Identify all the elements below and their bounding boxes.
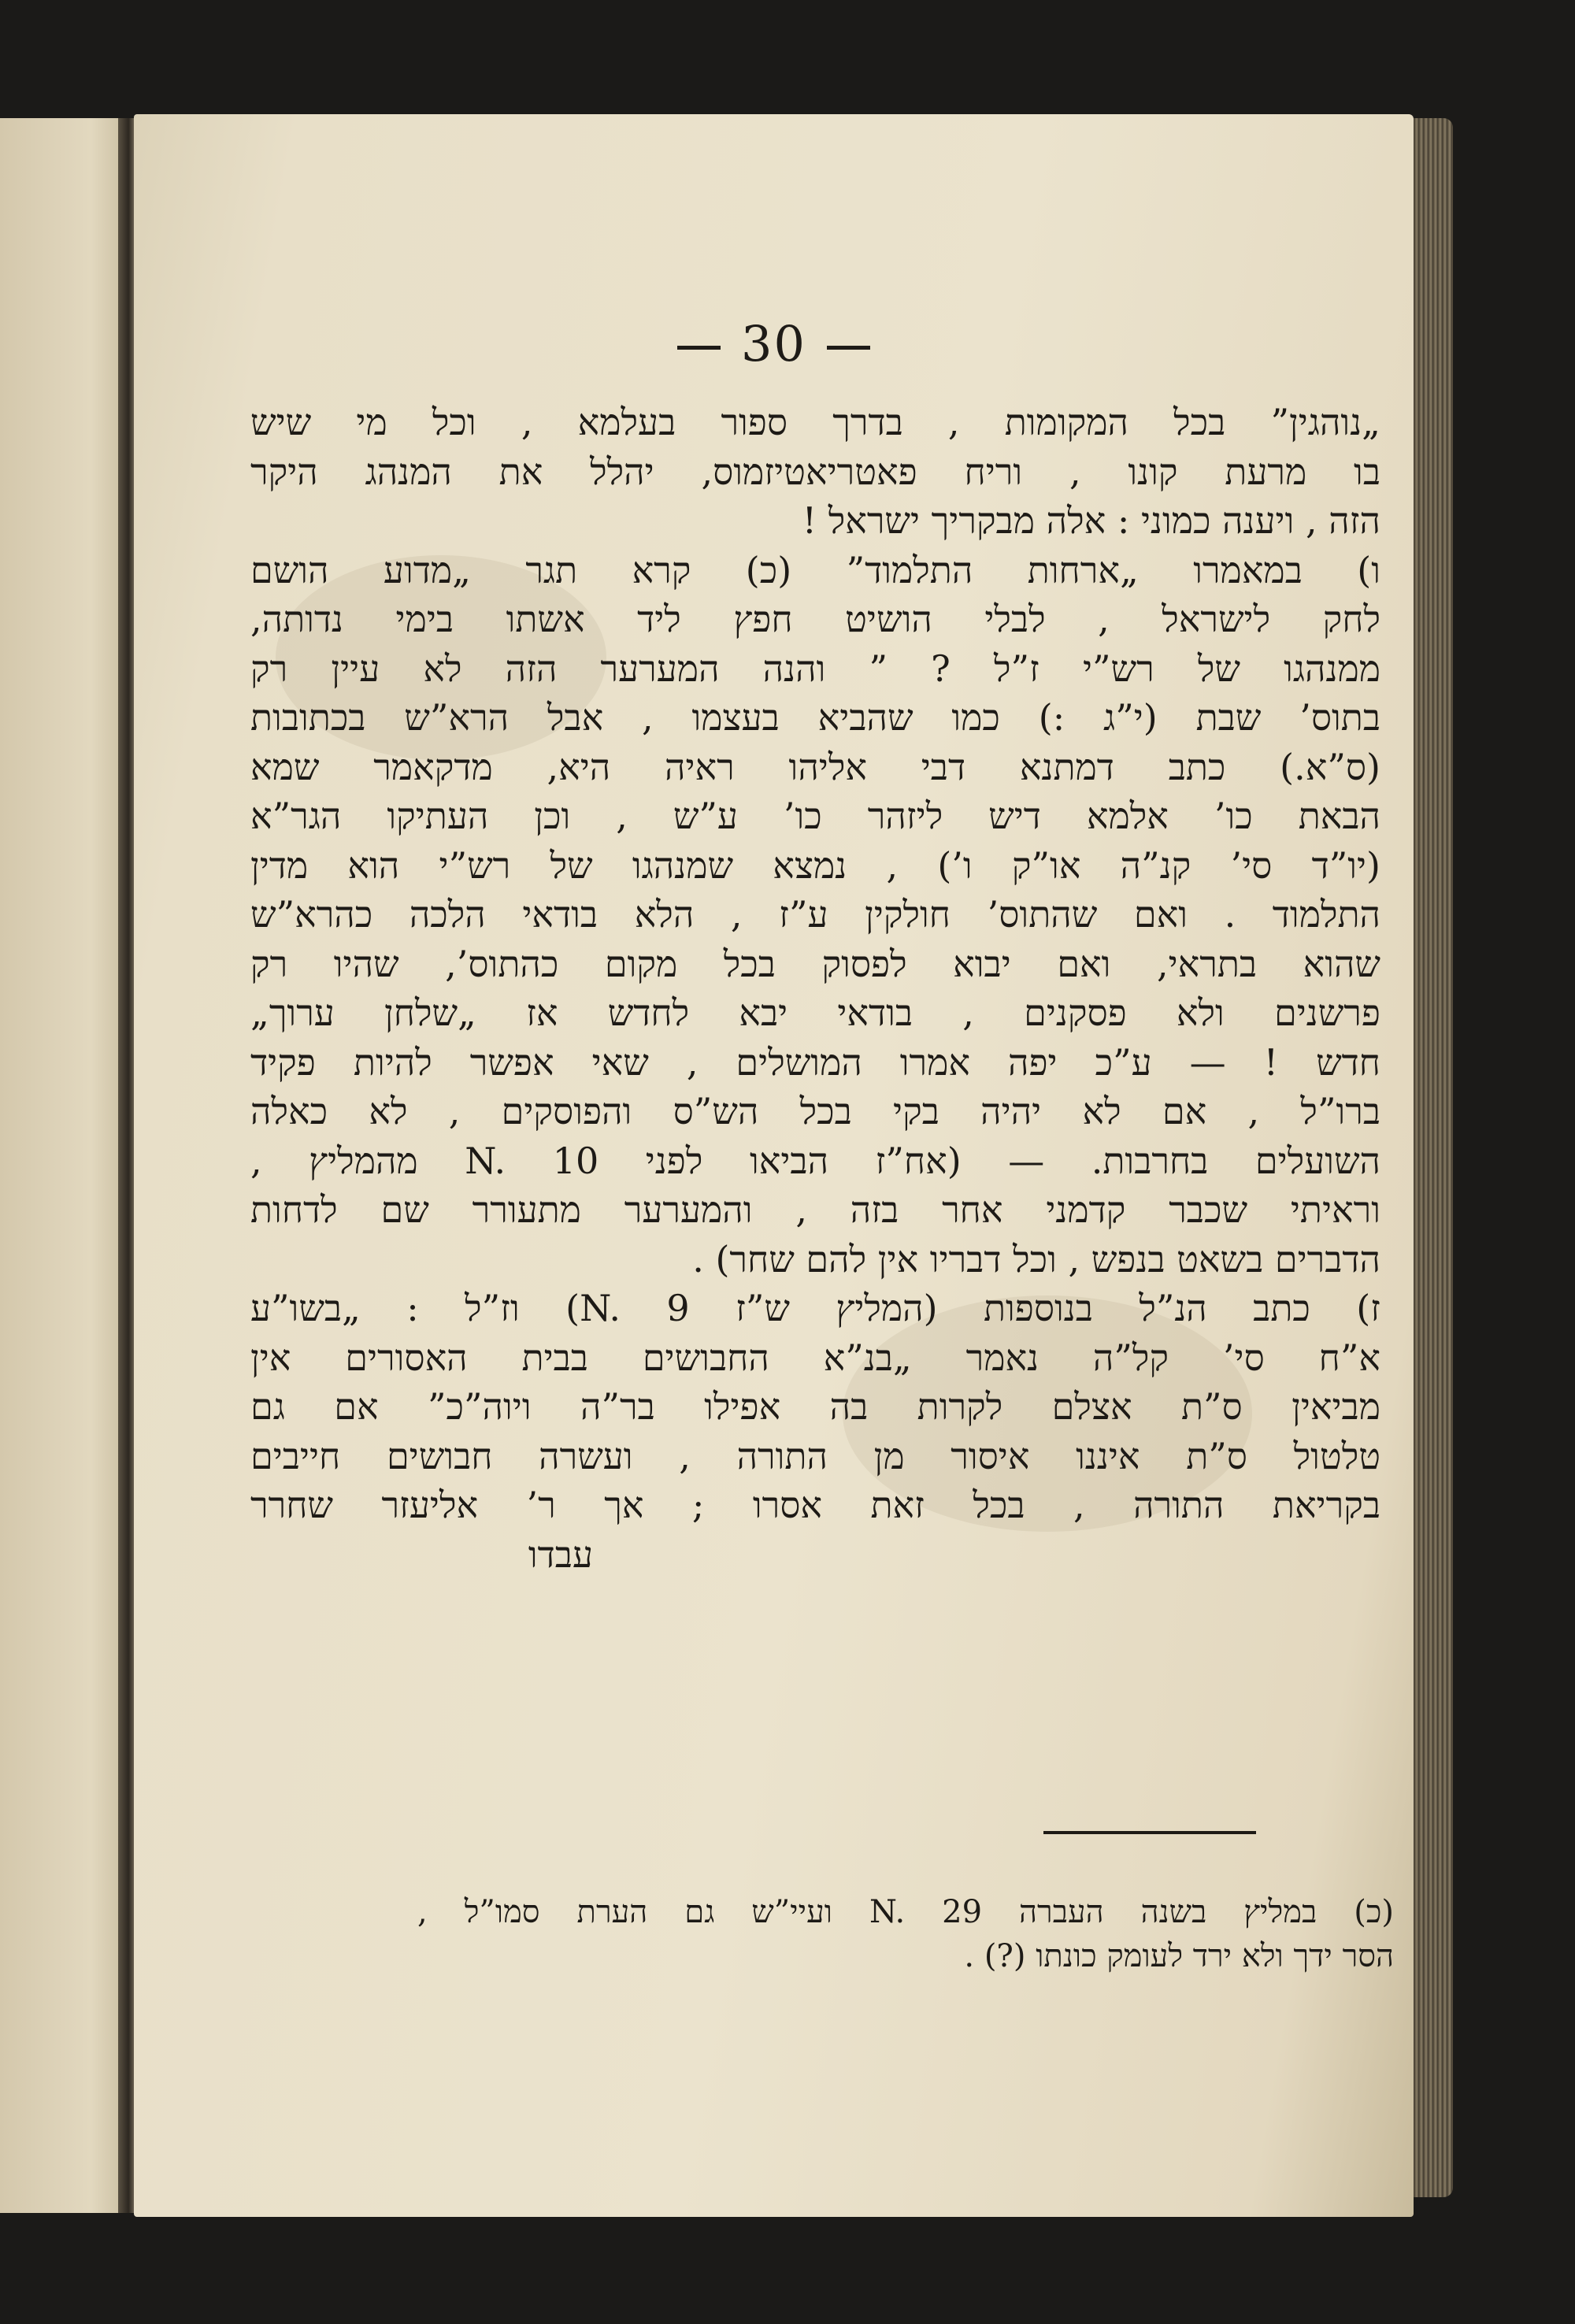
book-page [134, 114, 1414, 2217]
text-line: התלמוד . ואם שהתוס’ חולקין ע”ז , הלא בודאי הלכה כהרא”ש [250, 893, 1380, 936]
footnote-line: (כ) במליץ בשנה העברה N. 29 ועיי”ש גם הערת סמו”ל , [417, 1894, 1394, 1930]
text-line: וראיתי שכבר קדמני אחר בזה , והמערער מתעורר שם לדחות [250, 1188, 1380, 1231]
text-line: הדברים בשאט בנפש , וכל דבריו אין להם שחר) . [692, 1237, 1380, 1281]
text-line: (ס”א.) כתב דמתנא דבי אליהו ראיה היא, מדקאמר שמא [250, 745, 1380, 788]
page-number [134, 315, 1414, 373]
main-text [250, 398, 1380, 1579]
text-line: חדש ! — ע”כ יפה אמרו המושלים , שאי אפשר להיות פקיד [250, 1040, 1380, 1084]
page-stack-edge [1410, 118, 1453, 2197]
page-number-text: 30 [741, 315, 806, 373]
previous-page-edge [0, 118, 132, 2213]
text-line: מביאין ס”ת אצלם לקרות בה אפילו בר”ה ויוה”כ” אם גם [250, 1385, 1380, 1428]
text-line: שהוא בתראי, ואם יבוא לפסוק בכל מקום כהתוס’, שהיו רק [250, 942, 1380, 985]
text-line: (יו”ד סי’ קנ”ה או”ק ו’) , נמצא שמנהגו של רש”י הוא מדין [250, 843, 1380, 887]
text-line: ו) במאמרו „ארחות התלמוד” (כ) קרא תגר „מדוע הושם [250, 548, 1380, 591]
footnote-line: הסר ידך ולא ירד לעומק כונתו (?) . [964, 1938, 1394, 1974]
text-line: לחק לישראל , לבלי הושיט חפץ ליד אשתו בימי נדותה, [250, 598, 1380, 640]
text-line: הבאת כו’ אלמא דיש ליזהר כו’ ע”ש , וכן העתיקו הגר”א [250, 795, 1380, 837]
text-line: ממנהגו של רש”י ז”ל ? ” והנה המערער הזה לא עיין רק [250, 647, 1380, 690]
text-line: בתוס’ שבת (י”ג :) כמו שהביא בעצמו , אבל הרא”ש בכתובות [250, 696, 1380, 739]
text-line: ז) כתב הנ”ל בנוספות (המליץ ש”ז N. 9) וז”ל : „בשו”ע [250, 1287, 1380, 1329]
text-line: הזה , ויענה כמוני : אלה מבקריך ישראל ! [802, 499, 1380, 542]
text-line: השועלים בחרבות. — (אח”ז הביאו לפני N. 10 מהמליץ , [250, 1139, 1380, 1182]
text-line: בו מרעת קונו , וריח פאטריאטיזמוס, יהלל את המנהג היקר [250, 450, 1380, 493]
footnote [417, 1890, 1394, 1978]
text-line: „נוהגין” בכל המקומות , בדרך ספור בעלמא , וכל מי שיש [250, 401, 1380, 443]
text-line: בקריאת התורה , בכל זאת אסרו ; אך ר’ אליעזר שחרר [250, 1484, 1380, 1526]
book-gutter [118, 118, 135, 2213]
catchword: עבדו [528, 1533, 593, 1576]
text-line: ברו”ל , אם לא יהיה בקי בכל הש”ס והפוסקים , לא כאלה [250, 1090, 1380, 1132]
footnote-separator [1043, 1831, 1256, 1834]
text-line: טלטול ס”ת איננו איסור מן התורה , ועשרה חבושים חייבים [250, 1434, 1380, 1477]
dash-right [827, 346, 870, 350]
text-line: פרשנים ולא פסקנים , בודאי יבא לחדש אז „שלחן ערוך„ [250, 991, 1380, 1034]
dash-left [677, 346, 721, 350]
text-line: א”ח סי’ קל”ה נאמר „בנ”א החבושים בבית האסורים אין [250, 1336, 1380, 1379]
